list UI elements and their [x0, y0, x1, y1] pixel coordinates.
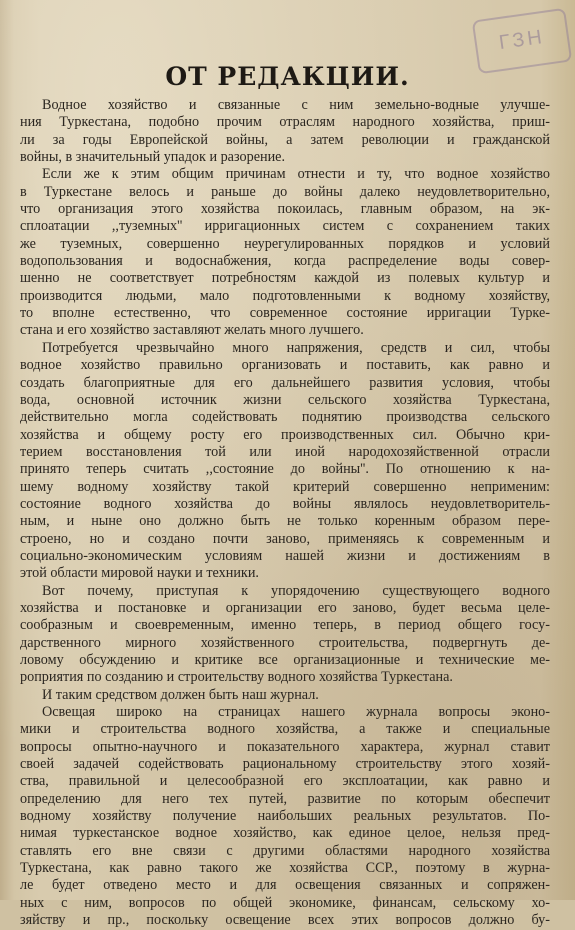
text-line: зяйству и пр., поскольку освещение всех этих вопросов должно бу-	[20, 912, 550, 929]
text-line: строено, но и создано почти заново, применяясь к современным и	[20, 530, 550, 547]
text-line: шенно не соответствует потребностям каждой из полевых культур и	[20, 270, 550, 287]
paragraph	[20, 687, 550, 704]
text-line: водное хозяйство правильно организовать и поставить, как равно и	[20, 357, 550, 374]
text-line: сплоатации ,,туземных'' ирригационных систем с сохранением таких	[20, 218, 550, 235]
text-line: социально-экономическим условиям нашей жизни и достижениям в	[20, 547, 550, 564]
text-line: Вот почему, приступая к упорядочению существующего водного	[42, 582, 550, 599]
text-line: ставлять его вне связи с другими областями народного хозяйства	[20, 842, 550, 859]
text-line: то вполне естественно, что современное состояние ирригации Турке-	[20, 305, 550, 322]
text-line: ства, правильной и целесообразной его эксплоатации, как равно и	[20, 773, 550, 790]
text-line: создать благоприятные для его дальнейшего развития условия, чтобы	[20, 374, 550, 391]
text-line: нимая туркестанское водное хозяйство, как единое целое, нельзя пред-	[20, 825, 550, 842]
paragraph	[20, 166, 550, 339]
text-line: ловому обсуждению и критике все организационные и технические ме-	[20, 652, 550, 668]
text-line: Освещая широко на страницах нашего журнала вопросы эконо-	[42, 704, 550, 721]
text-line: И таким средством должен быть наш журнал.	[42, 686, 319, 703]
text-line: ле будет отведено место и для освещения связанных и сопряжен-	[20, 877, 550, 894]
text-line: Потребуется чрезвычайно много напряжения, средств и сил, чтобы	[42, 339, 550, 356]
text-line: водному хозяйству получение наибольших реальных результатов. По-	[20, 808, 550, 825]
text-line: в Туркестане велось и раньше до войны далеко неудовлетворительно,	[20, 183, 550, 200]
text-line: определению для него тех путей, развитие по которым обеспечит	[20, 790, 550, 807]
text-line: же туземных, совершенно неурегулированных порядков и условий	[20, 235, 550, 252]
text-line: что организация этого хозяйства покоилась, главным образом, на эк-	[20, 201, 550, 218]
text-line: стана и его хозяйство заставляют желать много лучшего.	[20, 322, 364, 339]
text-line: ных с ним, вопросов по общей экономике, финансам, сельскому хо-	[20, 894, 550, 911]
text-line: Если же к этим общим причинам отнести и ту, что водное хозяйство	[42, 166, 550, 183]
paragraph	[20, 583, 550, 687]
text-line: ным, и ныне оно должно быть не только коренным образом пере-	[20, 513, 550, 530]
text-line: производится людьми, мало подготовленными к водному хозяйству,	[20, 287, 550, 304]
text-line: войны, в значительный упадок и разорение.	[20, 149, 286, 166]
text-line: роприятия по созданию и строительству водного хозяйства Туркестана.	[20, 669, 453, 686]
text-line: принято теперь считать ,,состояние до войны''. По отношению к на-	[20, 461, 550, 478]
text-line: шему водному хозяйству такой критерий совершенно неприменим:	[20, 478, 550, 495]
text-line: вода, основной источник жизни сельского хозяйства Туркестана,	[20, 391, 550, 408]
text-line: хозяйства и общему росту его производственных сил. Обычно кри-	[20, 426, 550, 443]
library-stamp: ГЗН	[472, 8, 573, 75]
text-line: сообразным и своевременным, именно теперь, в период общего госу-	[20, 617, 550, 634]
text-line: своей задачей содействовать рациональному строительству этого хозяй-	[20, 756, 550, 773]
paragraph	[20, 704, 550, 929]
text-line: ли за годы Европейской войны, а затем революции и гражданской	[20, 131, 550, 148]
text-line: мики и строительства водного хозяйства, а также и специальные	[20, 721, 550, 738]
text-line: Водное хозяйство и связанные с ним земельно-водные улучше-	[42, 97, 550, 113]
article-body	[20, 97, 550, 930]
text-line: вопросы опытно-научного и показательного характера, журнал ставит	[20, 738, 550, 755]
paragraph	[20, 340, 550, 583]
text-line: водопользования и водоснабжения, когда распределение воды совер-	[20, 253, 550, 270]
text-line: терием восстановления той или иной народохозяйственной отрасли	[20, 443, 550, 460]
text-line: действительно могла содействовать поднятию производства сельского	[20, 409, 550, 426]
text-line: состояние водного хозяйства до войны являлось неудовлетворитель-	[20, 495, 550, 512]
paragraph	[20, 97, 550, 166]
page-title: ОТ РЕДАКЦИИ.	[165, 62, 410, 91]
text-line: этой области мировой науки и техники.	[20, 565, 259, 582]
text-line: хозяйства и постановке и организации его заново, будет весьма целе-	[20, 599, 550, 616]
text-line: Туркестана, как равно такого же хозяйства ССР., поэтому в журна-	[20, 860, 550, 877]
text-line: ния Туркестана, подобно прочим отраслям народного хозяйства, приш-	[20, 114, 550, 131]
text-line: дарственного мирного хозяйственного строительства, подвергнуть де-	[20, 634, 550, 651]
